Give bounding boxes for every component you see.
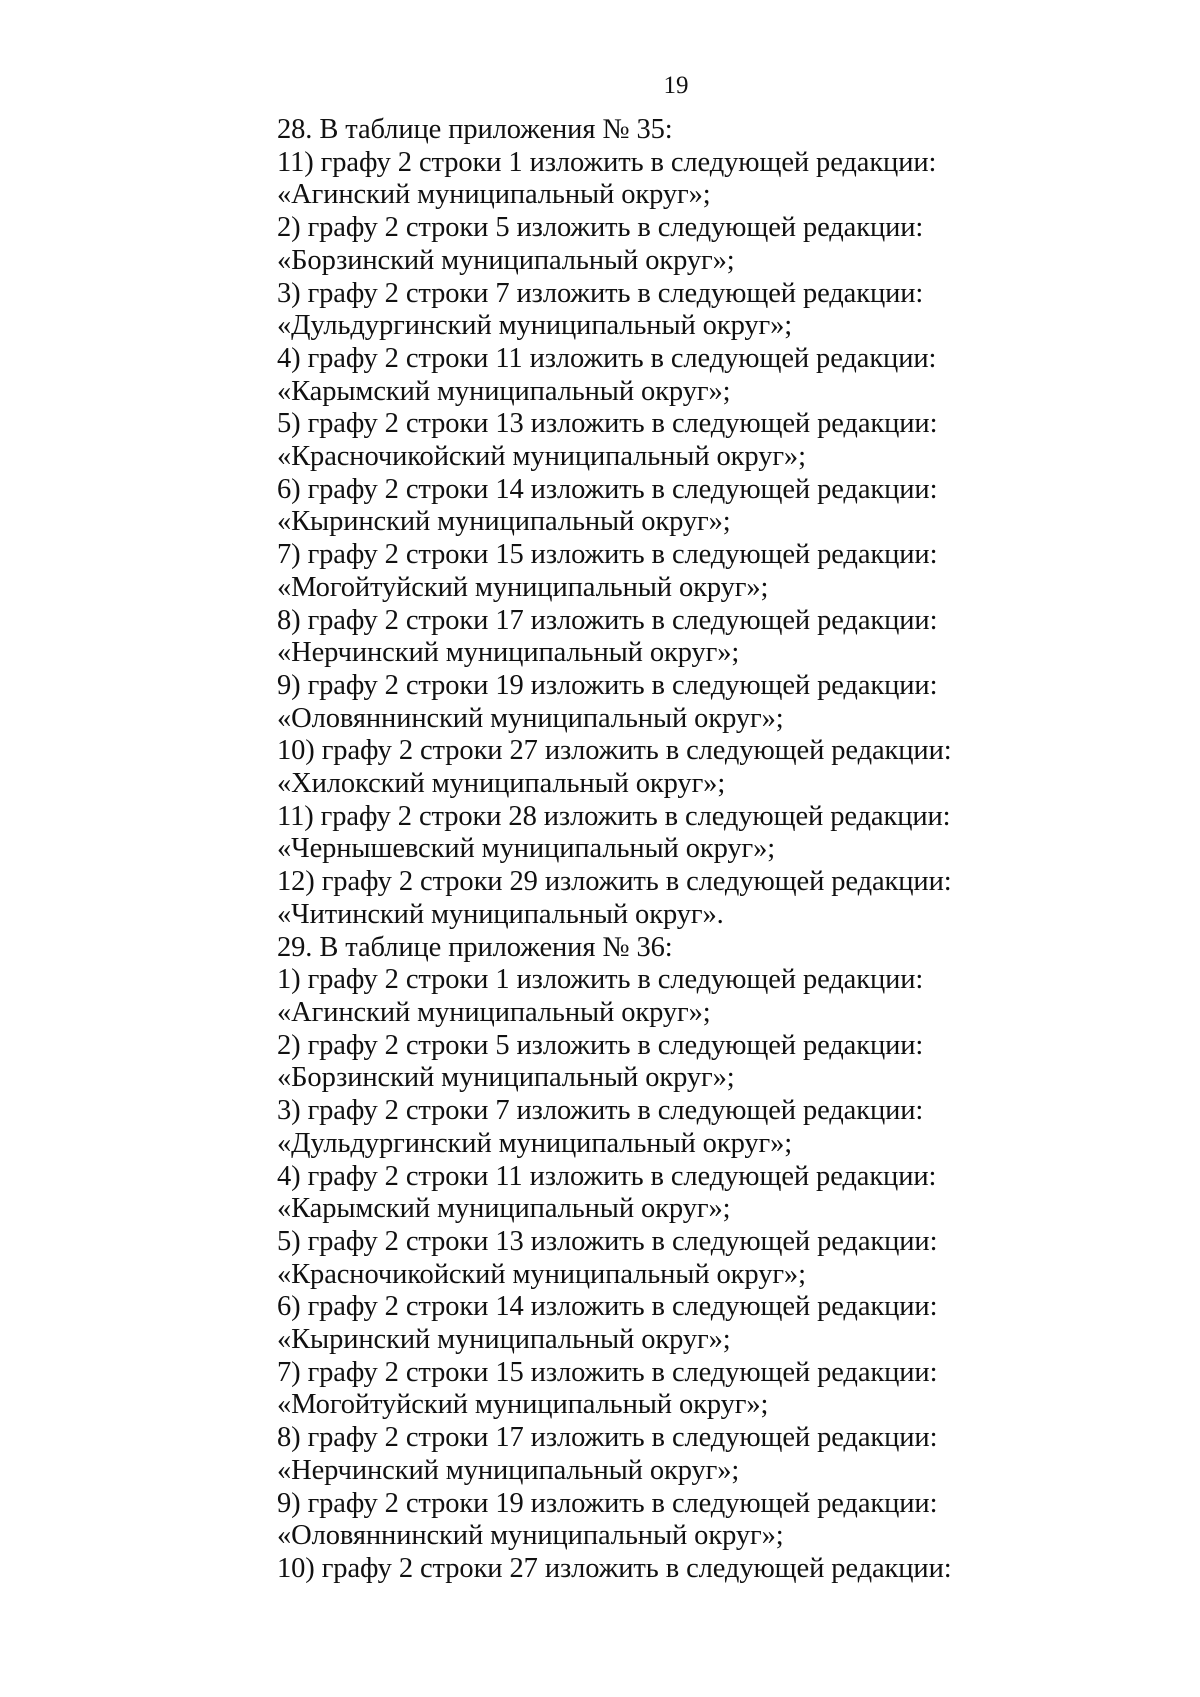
document-line: 9) графу 2 строки 19 изложить в следующей редакции: bbox=[277, 1487, 938, 1519]
document-line: «Красночикойский муниципальный округ»; bbox=[277, 441, 806, 473]
document-line: 4) графу 2 строки 11 изложить в следующей редакции: bbox=[277, 342, 937, 374]
document-line: 5) графу 2 строки 13 изложить в следующей редакции: bbox=[277, 408, 938, 440]
document-line: «Чернышевский муниципальный округ»; bbox=[277, 833, 776, 865]
document-line: 12) графу 2 строки 29 изложить в следующей редакции: bbox=[277, 866, 952, 898]
document-line: «Борзинский муниципальный округ»; bbox=[277, 1062, 735, 1094]
document-line: «Хилокский муниципальный округ»; bbox=[277, 768, 726, 800]
document-line: 2) графу 2 строки 5 изложить в следующей редакции: bbox=[277, 212, 924, 244]
document-line: «Карымский муниципальный округ»; bbox=[277, 375, 731, 407]
document-line: «Могойтуйский муниципальный округ»; bbox=[277, 1389, 769, 1421]
document-line: «Оловяннинский муниципальный округ»; bbox=[277, 1520, 784, 1552]
document-line: 28. В таблице приложения № 35: bbox=[277, 114, 673, 145]
document-line: 11) графу 2 строки 28 изложить в следующей редакции: bbox=[277, 800, 951, 832]
document-line: 10) графу 2 строки 27 изложить в следующей редакции: bbox=[277, 735, 952, 767]
document-line: «Агинский муниципальный округ»; bbox=[277, 996, 711, 1028]
document-line: 4) графу 2 строки 11 изложить в следующей редакции: bbox=[277, 1160, 937, 1192]
document-body bbox=[277, 114, 1157, 1586]
document-line: 10) графу 2 строки 27 изложить в следующей редакции: bbox=[277, 1552, 952, 1584]
document-line: «Могойтуйский муниципальный округ»; bbox=[277, 571, 769, 603]
page-number: 19 bbox=[663, 72, 689, 99]
document-line: 11) графу 2 строки 1 изложить в следующей редакции: bbox=[277, 146, 937, 178]
document-line: 6) графу 2 строки 14 изложить в следующей редакции: bbox=[277, 1291, 938, 1323]
document-line: 2) графу 2 строки 5 изложить в следующей редакции: bbox=[277, 1029, 924, 1061]
document-line: «Дульдургинский муниципальный округ»; bbox=[277, 1127, 793, 1159]
document-line: «Нерчинский муниципальный округ»; bbox=[277, 1454, 740, 1486]
document-line: 7) графу 2 строки 15 изложить в следующей редакции: bbox=[277, 539, 938, 571]
document-line: 3) графу 2 строки 7 изложить в следующей редакции: bbox=[277, 1095, 924, 1127]
document-line: 9) графу 2 строки 19 изложить в следующей редакции: bbox=[277, 669, 938, 701]
document-line: 29. В таблице приложения № 36: bbox=[277, 931, 673, 963]
document-line: 5) графу 2 строки 13 изложить в следующей редакции: bbox=[277, 1225, 938, 1257]
document-line: «Борзинский муниципальный округ»; bbox=[277, 244, 735, 276]
document-line: 6) графу 2 строки 14 изложить в следующей редакции: bbox=[277, 473, 938, 505]
document-line: 8) графу 2 строки 17 изложить в следующей редакции: bbox=[277, 604, 938, 636]
document-line: «Читинский муниципальный округ». bbox=[277, 898, 724, 930]
document-line: «Агинский муниципальный округ»; bbox=[277, 179, 711, 211]
document-line: 8) графу 2 строки 17 изложить в следующей редакции: bbox=[277, 1422, 938, 1454]
document-line: «Карымский муниципальный округ»; bbox=[277, 1193, 731, 1225]
document-line: «Красночикойский муниципальный округ»; bbox=[277, 1258, 806, 1290]
document-line: «Кыринский муниципальный округ»; bbox=[277, 1324, 731, 1356]
document-line: «Кыринский муниципальный округ»; bbox=[277, 506, 731, 538]
document-line: «Оловяннинский муниципальный округ»; bbox=[277, 702, 784, 734]
document-line: «Дульдургинский муниципальный округ»; bbox=[277, 310, 793, 342]
document-line: 3) графу 2 строки 7 изложить в следующей редакции: bbox=[277, 277, 924, 309]
document-line: 7) графу 2 строки 15 изложить в следующей редакции: bbox=[277, 1356, 938, 1388]
document-line: «Нерчинский муниципальный округ»; bbox=[277, 637, 740, 669]
document-line: 1) графу 2 строки 1 изложить в следующей редакции: bbox=[277, 964, 924, 996]
